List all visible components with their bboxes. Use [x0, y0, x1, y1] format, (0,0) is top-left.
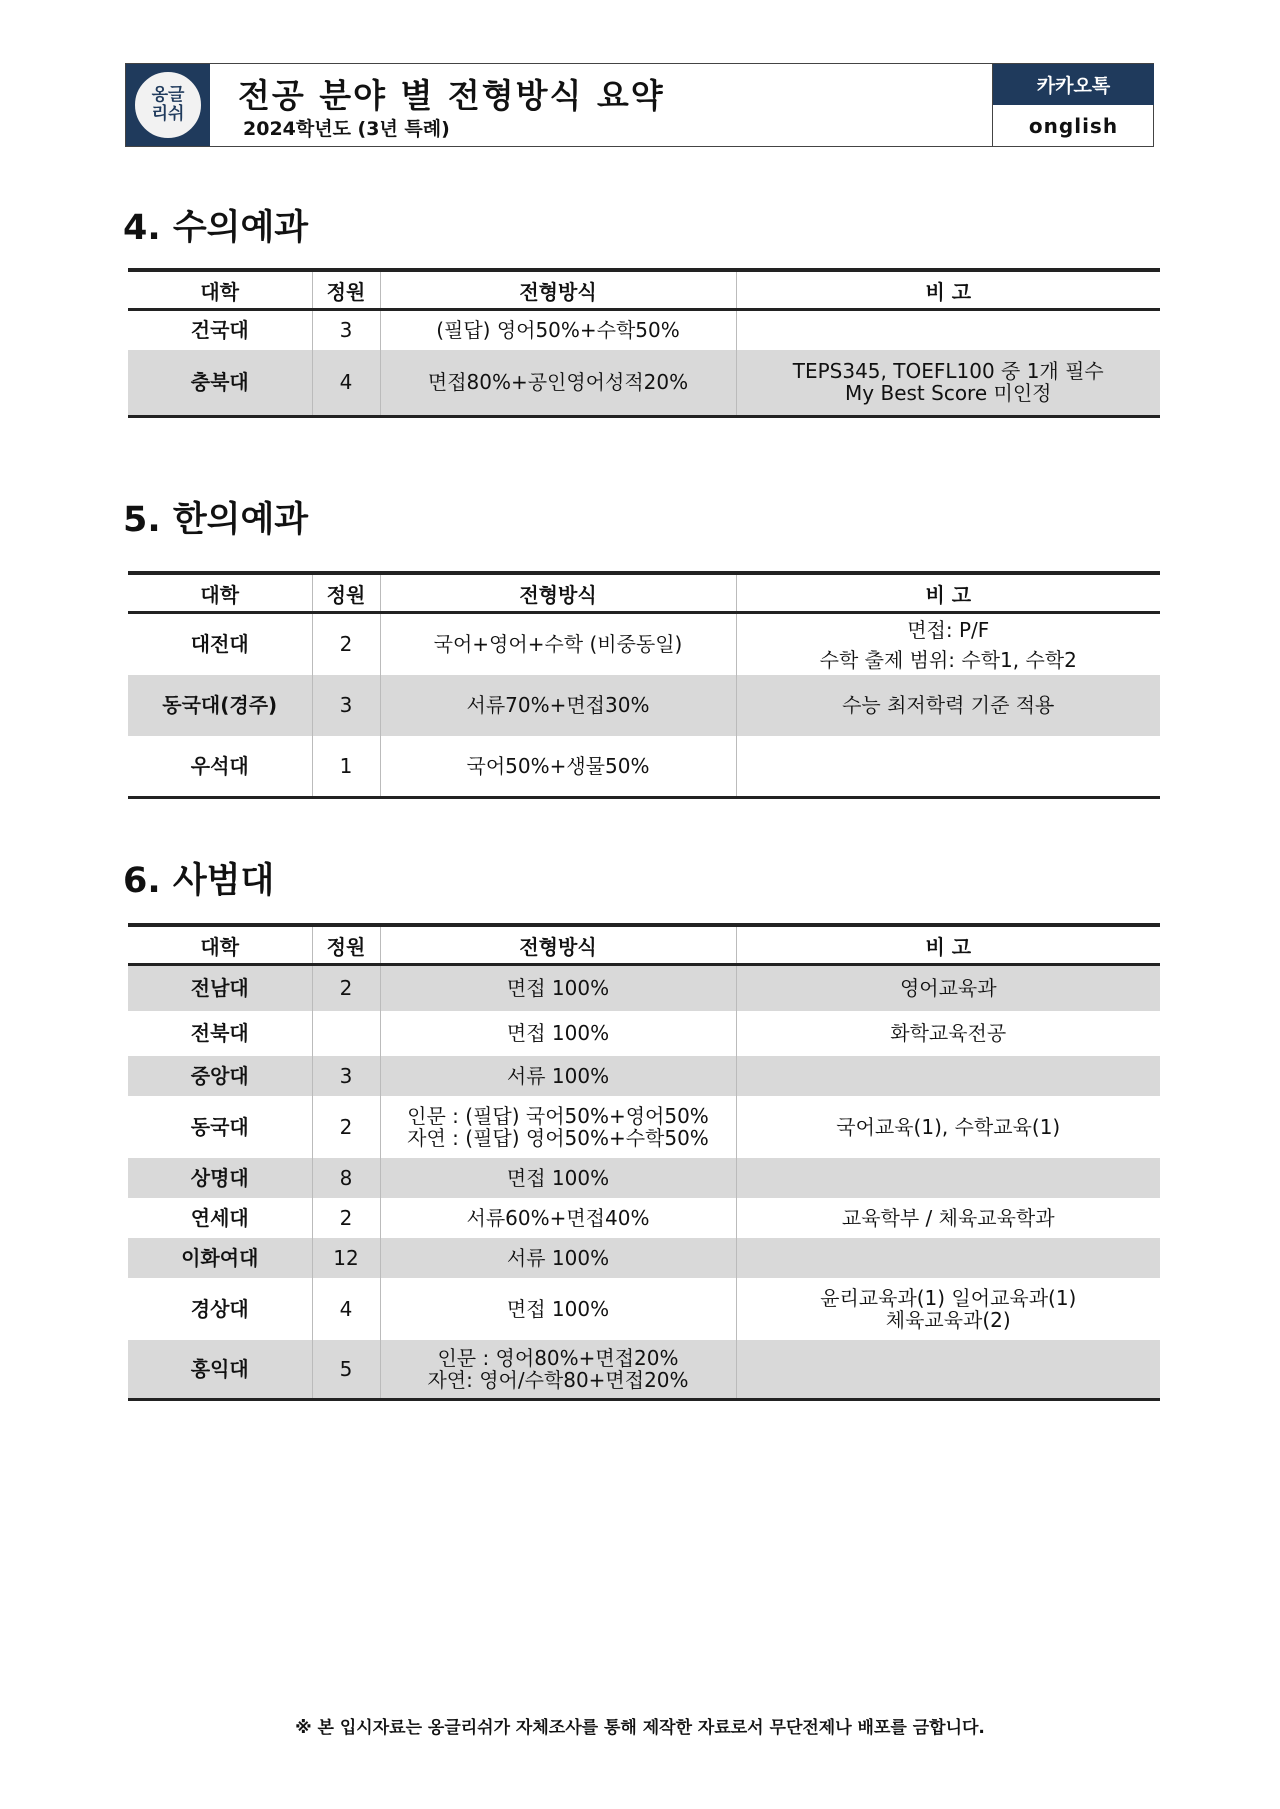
logo-circle: [133, 70, 203, 140]
capacity-cell: 2: [312, 965, 380, 1011]
note-cell: [736, 310, 1160, 350]
note-cell: 영어교육과: [736, 965, 1160, 1011]
method-cell: 면접 100%: [380, 1278, 736, 1340]
col-header-note: 비 고: [736, 270, 1160, 310]
table-row: [128, 1278, 1160, 1340]
capacity-cell: 8: [312, 1158, 380, 1198]
method-line: 인문 : 영어80%+면접20%: [437, 1345, 679, 1370]
method-cell: 서류70%+면접30%: [380, 675, 736, 736]
method-cell: 서류 100%: [380, 1238, 736, 1278]
table-row: [128, 1158, 1160, 1198]
uni-cell: 동국대: [190, 1114, 249, 1139]
page-subtitle: 2024학년도 (3년 특례): [243, 118, 450, 140]
note-line: TEPS345, TOEFL100 중 1개 필수: [792, 359, 1104, 384]
col-header-method: 전형방식: [380, 270, 736, 310]
capacity-cell: 3: [312, 675, 380, 736]
uni-cell: 건국대: [190, 318, 249, 343]
note-line: 수학 출제 범위: 수학1, 수학2: [819, 648, 1077, 673]
document-header: [125, 63, 1154, 147]
table-row: [128, 1198, 1160, 1238]
note-cell: [736, 1158, 1160, 1198]
note-line: 면접: P/F: [907, 618, 990, 643]
capacity-cell: 2: [312, 613, 380, 675]
table-row: [128, 1238, 1160, 1278]
note-cell: [736, 613, 1160, 675]
note-cell: 화학교육전공: [736, 1011, 1160, 1056]
capacity-cell: 2: [312, 1096, 380, 1158]
onglish-tag: onglish: [992, 105, 1154, 146]
uni-cell: 경상대: [190, 1296, 249, 1321]
note-cell: [736, 1340, 1160, 1400]
method-line: 인문 : (필답) 국어50%+영어50%: [407, 1103, 709, 1128]
col-header-uni: 대학: [128, 573, 312, 613]
method-cell: 면접 100%: [380, 1011, 736, 1056]
table-header-row: [128, 270, 1160, 310]
col-header-method: 전형방식: [380, 573, 736, 613]
uni-cell: 우석대: [190, 753, 249, 778]
method-cell: 서류60%+면접40%: [380, 1198, 736, 1238]
uni-cell: 전북대: [190, 1021, 249, 1045]
note-cell: 교육학부 / 체육교육학과: [736, 1198, 1160, 1238]
table-header-row: [128, 573, 1160, 613]
table-row: [128, 736, 1160, 798]
table-row: [128, 965, 1160, 1011]
method-cell: 면접 100%: [380, 1158, 736, 1198]
section-table-6: [128, 923, 1160, 1401]
col-header-note: 비 고: [736, 573, 1160, 613]
capacity-cell: 4: [312, 350, 380, 417]
uni-cell: 중앙대: [128, 1056, 312, 1096]
note-line: 체육교육과(2): [885, 1307, 1011, 1332]
capacity-cell: 5: [312, 1340, 380, 1400]
uni-cell: 전남대: [128, 965, 312, 1011]
table-row: [128, 1096, 1160, 1158]
section-title-5: 5. 한의예과: [123, 500, 309, 540]
method-cell: [380, 1096, 736, 1158]
page-title: 전공 분야 별 전형방식 요약: [238, 76, 665, 115]
logo-text: 옹글리쉬: [151, 85, 185, 124]
uni-cell: 대전대: [190, 632, 249, 657]
method-line: 자연: 영어/수학80+면접20%: [427, 1367, 689, 1392]
capacity-cell: 2: [312, 1198, 380, 1238]
note-cell: 국어교육(1), 수학교육(1): [736, 1096, 1160, 1158]
capacity-cell: 3: [312, 310, 380, 350]
table-row: [128, 675, 1160, 736]
logo: [126, 64, 210, 146]
col-header-capacity: 정원: [312, 573, 380, 613]
method-cell: 국어50%+생물50%: [380, 736, 736, 798]
note-cell: [736, 736, 1160, 798]
note-cell: 수능 최저학력 기준 적용: [736, 675, 1160, 736]
section-table-4: [128, 268, 1160, 418]
note-line: 윤리교육과(1) 일어교육과(1): [820, 1285, 1077, 1310]
uni-cell: 이화여대: [128, 1238, 312, 1278]
col-header-uni: 대학: [128, 925, 312, 965]
table-row: [128, 310, 1160, 350]
col-header-capacity: 정원: [312, 925, 380, 965]
note-cell: [736, 350, 1160, 417]
section-title-4: 4. 수의예과: [123, 208, 309, 248]
method-cell: 면접80%+공인영어성적20%: [380, 350, 736, 417]
table-row: [128, 1056, 1160, 1096]
method-cell: (필답) 영어50%+수학50%: [380, 310, 736, 350]
table-row: [128, 1011, 1160, 1056]
col-header-capacity: 정원: [312, 270, 380, 310]
copyright-notice: ※ 본 입시자료는 옹글리쉬가 자체조사를 통해 제작한 자료로서 무단전제나 배포를 금합니다.: [295, 1718, 985, 1738]
kakaotalk-tag: 카카오톡: [992, 64, 1154, 105]
uni-cell: 홍익대: [128, 1340, 312, 1400]
uni-cell: 상명대: [128, 1158, 312, 1198]
capacity-cell: 12: [312, 1238, 380, 1278]
col-header-note: 비 고: [736, 925, 1160, 965]
method-line: 자연 : (필답) 영어50%+수학50%: [407, 1125, 709, 1150]
note-cell: [736, 1278, 1160, 1340]
note-line: My Best Score 미인정: [845, 381, 1052, 406]
uni-cell: 연세대: [190, 1205, 249, 1230]
table-row: [128, 350, 1160, 417]
capacity-cell: [312, 1011, 380, 1056]
table-header-row: [128, 925, 1160, 965]
table-row: [128, 1340, 1160, 1400]
capacity-cell: 1: [312, 736, 380, 798]
capacity-cell: 4: [312, 1278, 380, 1340]
table-row: [128, 613, 1160, 675]
method-cell: [380, 1340, 736, 1400]
note-cell: [736, 1056, 1160, 1096]
uni-cell: 동국대(경주): [128, 675, 312, 736]
method-cell: 서류 100%: [380, 1056, 736, 1096]
method-cell: 면접 100%: [380, 965, 736, 1011]
section-title-6: 6. 사범대: [123, 861, 275, 901]
note-cell: [736, 1238, 1160, 1278]
capacity-cell: 3: [312, 1056, 380, 1096]
col-header-uni: 대학: [128, 270, 312, 310]
method-cell: 국어+영어+수학 (비중동일): [380, 613, 736, 675]
col-header-method: 전형방식: [380, 925, 736, 965]
uni-cell: 충북대: [128, 350, 312, 417]
section-table-5: [128, 571, 1160, 799]
